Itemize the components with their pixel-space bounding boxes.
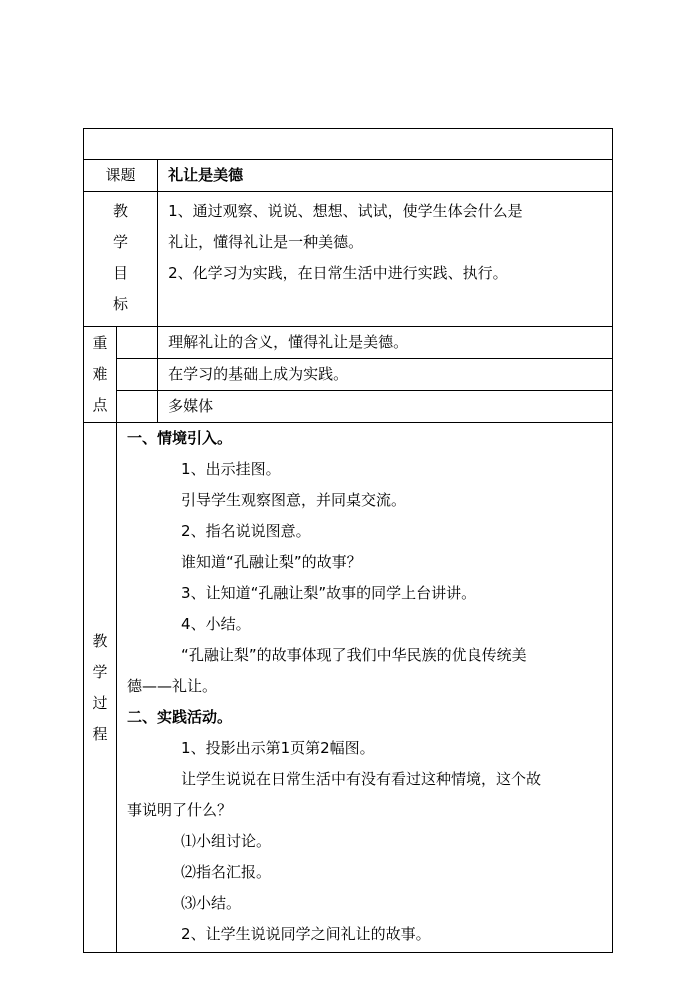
process-label-char: 教 [92, 631, 108, 650]
key-point-row [84, 327, 613, 359]
process-line: “孔融让梨”的故事体现了我们中华民族的优良传统美 [181, 646, 527, 664]
objectives-label-char: 教 [113, 202, 129, 220]
process-line: 一、情境引入。 [127, 429, 233, 447]
process-label-char: 程 [92, 724, 108, 743]
key-point-text: 在学习的基础上成为实践。 [158, 359, 613, 391]
objectives-label-char: 目 [113, 264, 129, 282]
key-points-subcell [117, 327, 158, 359]
process-row [84, 423, 613, 953]
process-line: 引导学生观察图意，并同桌交流。 [181, 491, 407, 509]
table-header-row [84, 129, 613, 160]
key-point-row [84, 391, 613, 423]
objectives-label-char: 标 [113, 295, 129, 313]
process-line: ⑶小结。 [181, 894, 242, 912]
empty-header-cell [84, 129, 613, 160]
topic-row [84, 160, 613, 192]
process-line: 谁知道“孔融让梨”的故事？ [181, 553, 362, 571]
key-point-row [84, 359, 613, 391]
process-line: 2、指名说说图意。 [181, 522, 311, 540]
objective-line: 礼让，懂得礼让是一种美德。 [168, 233, 364, 251]
process-line: 1、出示挂图。 [181, 460, 281, 478]
key-points-label-char: 重 [92, 334, 108, 352]
process-line: 3、让知道“孔融让梨”故事的同学上台讲讲。 [181, 584, 477, 602]
topic-value: 礼让是美德 [158, 160, 613, 192]
objectives-label [84, 192, 158, 327]
objective-line: 1、通过观察、说说、想想、试试，使学生体会什么是 [168, 202, 523, 220]
process-label [84, 423, 117, 953]
key-point-text: 理解礼让的含义，懂得礼让是美德。 [158, 327, 613, 359]
objectives-row [84, 192, 613, 327]
objectives-content [158, 192, 613, 327]
process-line: ⑴小组讨论。 [181, 832, 272, 850]
process-content [117, 423, 613, 953]
lesson-plan-table [83, 128, 613, 953]
key-points-label-char: 难 [92, 365, 108, 383]
process-label-char: 过 [92, 693, 108, 712]
topic-label: 课题 [84, 160, 158, 192]
key-points-label [84, 327, 117, 423]
process-line: 德——礼让。 [127, 677, 218, 695]
process-line: ⑵指名汇报。 [181, 863, 272, 881]
process-label-char: 学 [92, 662, 108, 681]
key-points-subcell [117, 391, 158, 423]
process-line: 让学生说说在日常生活中有没有看过这种情境，这个故 [181, 770, 542, 788]
process-line: 1、投影出示第1页第2幅图。 [181, 739, 375, 757]
key-point-text: 多媒体 [158, 391, 613, 423]
process-line: 4、小结。 [181, 615, 251, 633]
objectives-label-char: 学 [113, 233, 129, 251]
process-line: 二、实践活动。 [127, 708, 233, 726]
key-points-label-char: 点 [92, 396, 108, 414]
objective-line: 2、化学习为实践，在日常生活中进行实践、执行。 [168, 264, 508, 282]
process-line: 事说明了什么？ [127, 801, 233, 819]
process-line: 2、让学生说说同学之间礼让的故事。 [181, 925, 431, 943]
key-points-subcell [117, 359, 158, 391]
